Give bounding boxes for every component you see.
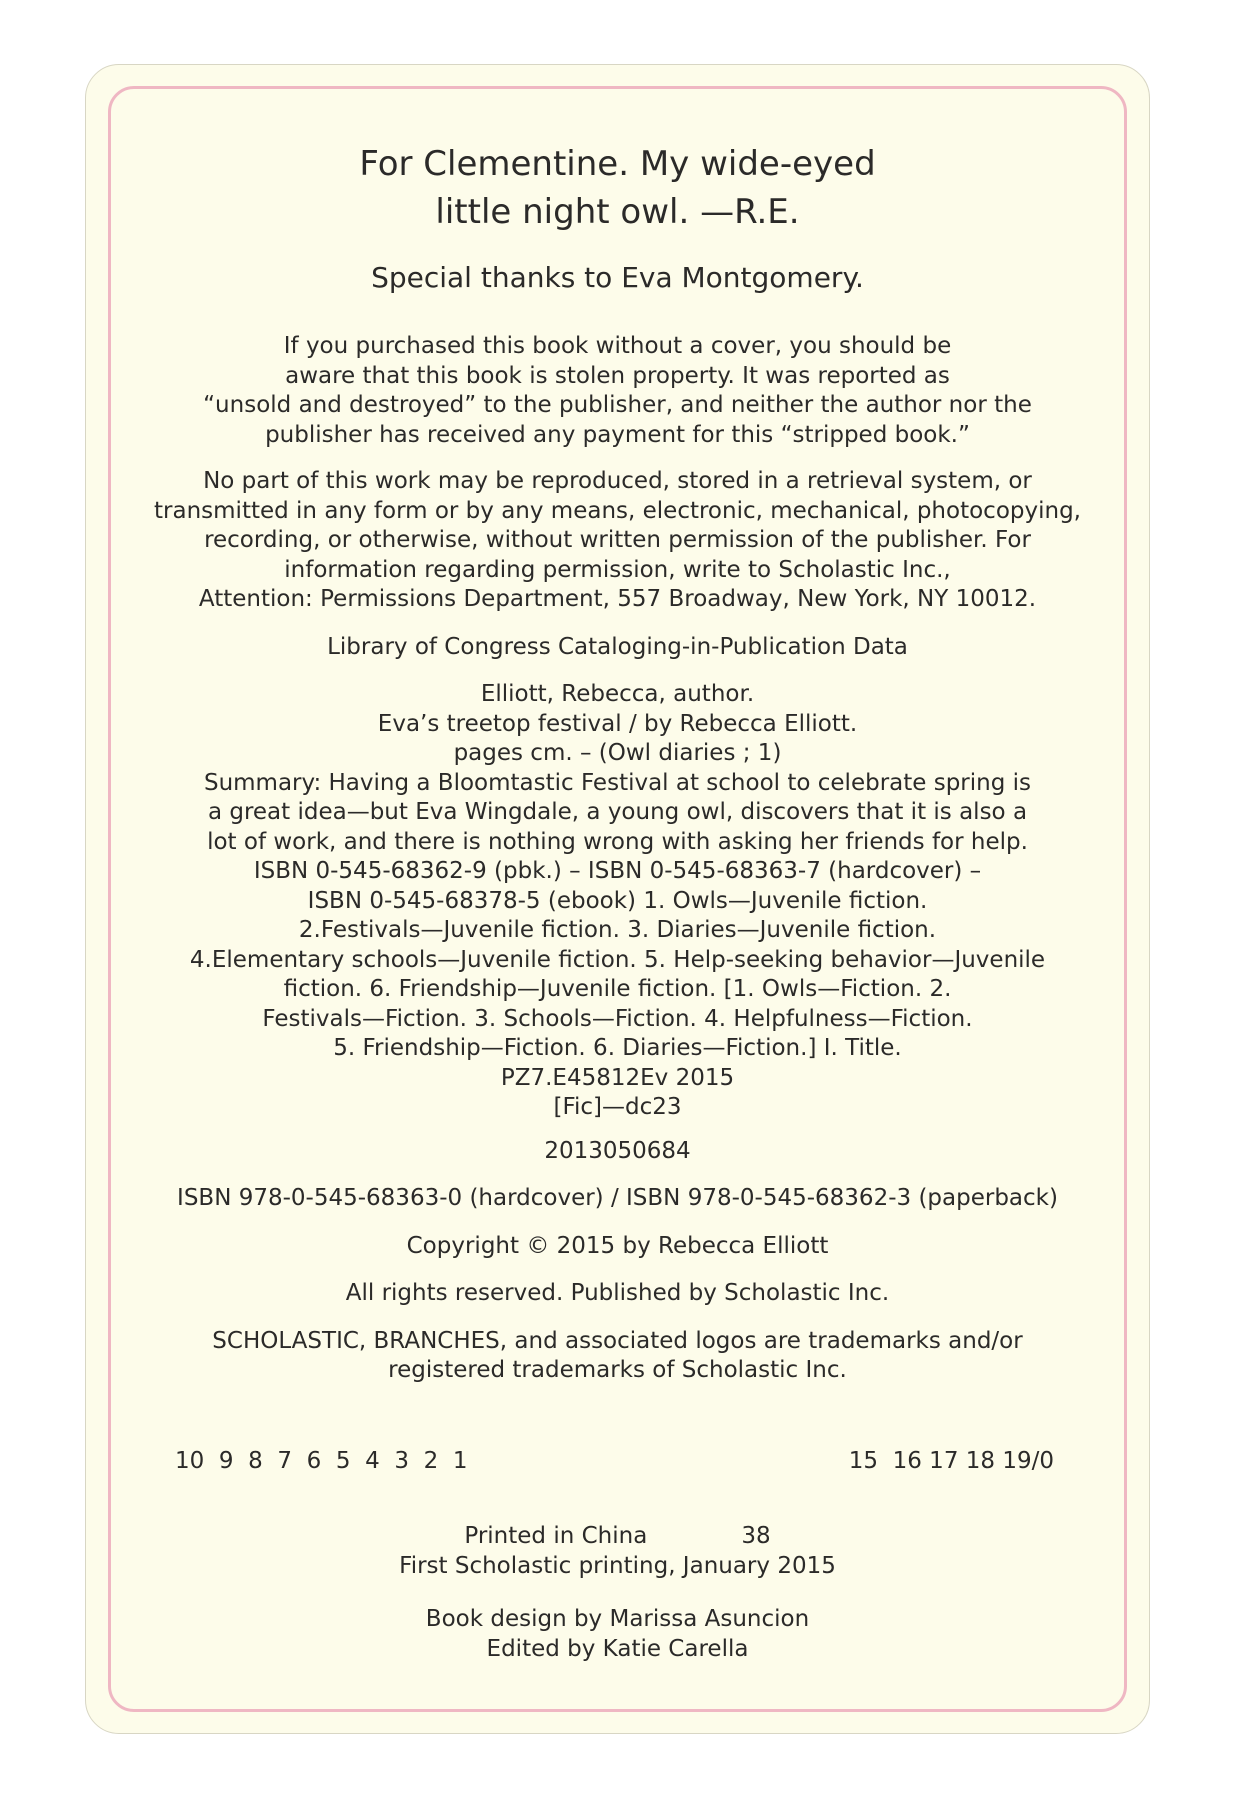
credits (130, 1605, 1105, 1664)
trademark-line: registered trademarks of Scholastic Inc. (388, 1357, 847, 1383)
cip-line: 4.Elementary schools—Juvenile fiction. 5. Help-seeking behavior—Juvenile (189, 946, 1046, 973)
cip-line: fiction. 6. Friendship—Juvenile fiction. [1. Owls—Fiction. 2. (283, 976, 952, 1002)
notice-line: information regarding permission, write to Scholastic Inc., (284, 556, 951, 583)
cip-line: 5. Friendship—Fiction. 6. Diaries—Fiction.] I. Title. (333, 1035, 902, 1061)
cip-line: 2.Festivals—Juvenile fiction. 3. Diaries—Juvenile fiction. (298, 917, 937, 943)
all-rights-reserved: All rights reserved. Published by Scholastic Inc. (345, 1280, 890, 1306)
notice-line: aware that this book is stolen property. It was reported as (285, 362, 950, 389)
notice-line: transmitted in any form or by any means, electronic, mechanical, photocopying, (154, 497, 1081, 524)
printer-key-right (849, 1446, 1054, 1476)
cip-line: Eva’s treetop festival / by Rebecca Elliott. (377, 710, 858, 737)
first-printing: First Scholastic printing, January 2015 (399, 1552, 836, 1579)
cip-line: lot of work, and there is nothing wrong with asking her friends for help. (207, 828, 1028, 855)
notice-line: If you purchased this book without a cover, you should be (283, 333, 952, 359)
cip-line: ISBN 0-545-68362-9 (pbk.) – ISBN 0-545-68363-7 (hardcover) – (253, 858, 982, 884)
notice-line: publisher has received any payment for this “stripped book.” (265, 421, 970, 448)
notice-line: recording, or otherwise, without written permission of the publisher. For (204, 527, 1031, 553)
cip-line: [Fic]—dc23 (553, 1094, 682, 1120)
cip-line: Elliott, Rebecca, author. (480, 681, 755, 707)
design-credit: Book design by Marissa Asuncion (425, 1606, 810, 1632)
copyright-line: Copyright © 2015 by Rebecca Elliott (406, 1232, 829, 1259)
cip-heading: Library of Congress Cataloging-in-Publication Data (327, 633, 908, 660)
cip-line: ISBN 0-545-68378-5 (ebook) 1. Owls—Juvenile fiction. (307, 887, 928, 914)
printing-code: 38 (741, 1523, 771, 1549)
printing-info (130, 1522, 1105, 1581)
lccn-number: 2013050684 (544, 1137, 691, 1164)
printer-key-years: 15 16 17 18 19/0 (848, 1448, 1054, 1474)
dedication-line: little night owl. —R.E. (435, 192, 800, 232)
cip-line: a great idea—but Eva Wingdale, a young owl, discovers that it is also a (207, 799, 1028, 825)
stolen-book-notice (130, 332, 1105, 450)
cip-line: PZ7.E45812Ev 2015 (500, 1064, 735, 1091)
cip-line: Summary: Having a Bloomtastic Festival at school to celebrate spring is (203, 769, 1032, 796)
editor-credit: Edited by Katie Carella (486, 1635, 749, 1662)
notice-line: Attention: Permissions Department, 557 Broadway, New York, NY 10012. (198, 586, 1037, 612)
isbn-line: ISBN 978-0-545-68363-0 (hardcover) / ISBN 978-0-545-68362-3 (paperback) (177, 1185, 1058, 1211)
trademark-notice (130, 1327, 1105, 1386)
cip-line: Festivals—Fiction. 3. Schools—Fiction. 4. Helpfulness—Fiction. (262, 1005, 973, 1032)
printer-key-numbers: 10 9 8 7 6 5 4 3 2 1 (175, 1448, 468, 1474)
printer-key-left (175, 1446, 468, 1476)
dedication-line: For Clementine. My wide-eyed (359, 144, 876, 184)
dedication (130, 140, 1105, 236)
copyright-page-content (130, 140, 1105, 1386)
printed-in-country: Printed in China (464, 1523, 648, 1549)
notice-line: “unsold and destroyed” to the publisher, and neither the author nor the (203, 392, 1032, 418)
cip-record (130, 680, 1105, 1123)
trademark-line: SCHOLASTIC, BRANCHES, and associated logos are trademarks and/or (212, 1327, 1023, 1354)
reproduction-rights-notice (130, 467, 1105, 615)
printed-in-row (130, 1522, 1105, 1552)
notice-line: No part of this work may be reproduced, stored in a retrieval system, or (203, 468, 1032, 494)
cip-line: pages cm. – (Owl diaries ; 1) (453, 740, 782, 766)
special-thanks: Special thanks to Eva Montgomery. (371, 261, 864, 294)
